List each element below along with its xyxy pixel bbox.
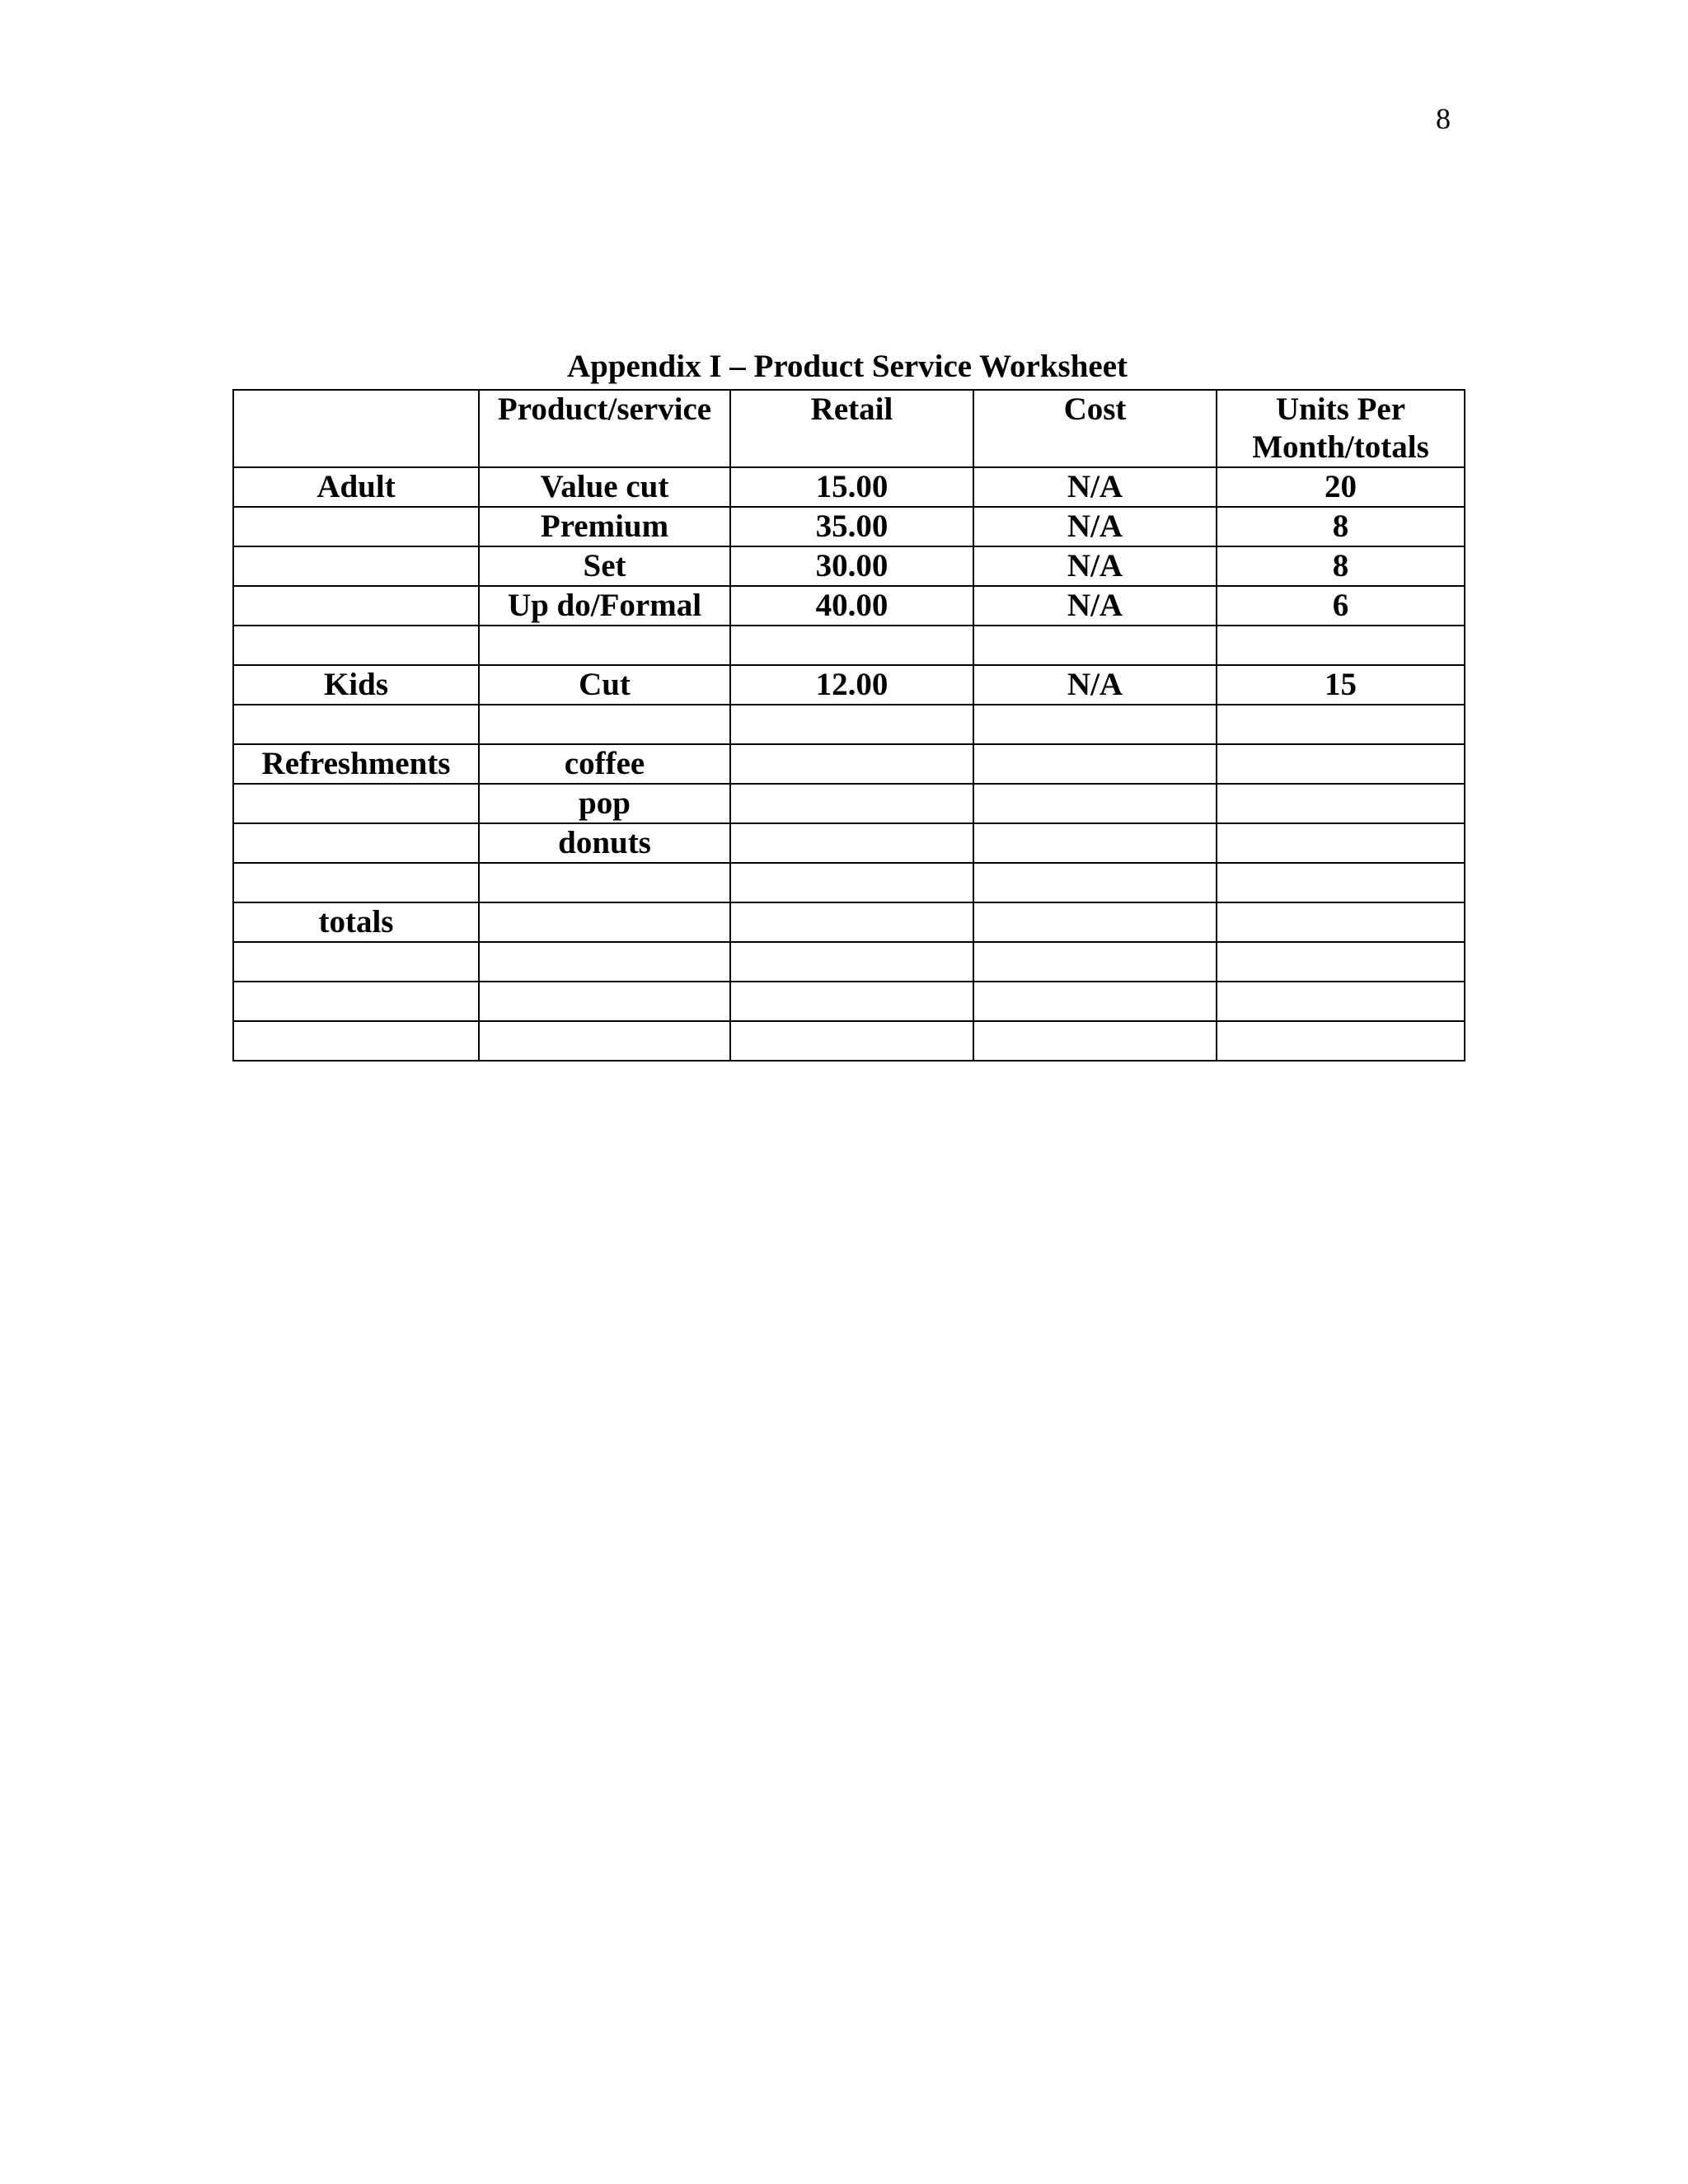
- cell-product-service: [479, 626, 730, 665]
- cell-retail: 15.00: [730, 467, 973, 507]
- cell-cost: [973, 784, 1217, 823]
- cell-cost: N/A: [973, 586, 1217, 626]
- cell-category: totals: [233, 902, 479, 942]
- cell-product-service: [479, 1021, 730, 1061]
- table-row: [233, 626, 1465, 665]
- cell-units: [1217, 1021, 1465, 1061]
- cell-retail: 40.00: [730, 586, 973, 626]
- cell-category: [233, 942, 479, 982]
- cell-category: [233, 705, 479, 744]
- cell-category: Refreshments: [233, 744, 479, 784]
- cell-retail: [730, 1021, 973, 1061]
- cell-category: Kids: [233, 665, 479, 705]
- cell-category: Adult: [233, 467, 479, 507]
- cell-product-service: [479, 863, 730, 902]
- cell-cost: N/A: [973, 467, 1217, 507]
- cell-cost: N/A: [973, 507, 1217, 546]
- header-units-per-month-label: Units Per Month/totals: [1252, 391, 1429, 465]
- cell-units: [1217, 784, 1465, 823]
- cell-category: [233, 784, 479, 823]
- cell-retail: [730, 982, 973, 1021]
- cell-cost: [973, 744, 1217, 784]
- cell-category: [233, 1021, 479, 1061]
- cell-cost: N/A: [973, 665, 1217, 705]
- worksheet-title: Appendix I – Product Service Worksheet: [567, 349, 1128, 384]
- cell-retail: 35.00: [730, 507, 973, 546]
- cell-retail: 12.00: [730, 665, 973, 705]
- cell-retail: [730, 626, 973, 665]
- table-row: [233, 784, 1465, 823]
- table-row: [233, 942, 1465, 982]
- cell-cost: [973, 863, 1217, 902]
- table-row: [233, 863, 1465, 902]
- cell-cost: [973, 982, 1217, 1021]
- table-row: [233, 665, 1465, 705]
- cell-units: 15: [1217, 665, 1465, 705]
- cell-retail: [730, 744, 973, 784]
- cell-category: [233, 507, 479, 546]
- cell-category: [233, 626, 479, 665]
- cell-units: [1217, 863, 1465, 902]
- cell-product-service: Cut: [479, 665, 730, 705]
- cell-retail: [730, 942, 973, 982]
- table-row: [233, 823, 1465, 863]
- table-row: [233, 586, 1465, 626]
- cell-product-service: Value cut: [479, 467, 730, 507]
- cell-cost: [973, 1021, 1217, 1061]
- cell-cost: [973, 823, 1217, 863]
- table-row: [233, 982, 1465, 1021]
- header-retail-label: Retail: [810, 391, 893, 427]
- cell-product-service: [479, 705, 730, 744]
- cell-cost: [973, 705, 1217, 744]
- table-row: [233, 507, 1465, 546]
- cell-units: 8: [1217, 546, 1465, 586]
- cell-units: 8: [1217, 507, 1465, 546]
- cell-category: [233, 586, 479, 626]
- table-row: [233, 467, 1465, 507]
- cell-retail: [730, 863, 973, 902]
- header-product-service-label: Product/service: [497, 391, 712, 427]
- header-category: [233, 390, 479, 467]
- cell-cost: [973, 626, 1217, 665]
- header-product-service: [479, 390, 730, 467]
- cell-units: [1217, 823, 1465, 863]
- cell-retail: 30.00: [730, 546, 973, 586]
- header-cost-label: Cost: [1063, 391, 1127, 427]
- cell-product-service: donuts: [479, 823, 730, 863]
- cell-units: [1217, 902, 1465, 942]
- table-row: [233, 744, 1465, 784]
- header-retail: [730, 390, 973, 467]
- cell-units: 20: [1217, 467, 1465, 507]
- cell-product-service: pop: [479, 784, 730, 823]
- cell-cost: [973, 942, 1217, 982]
- table-row: [233, 902, 1465, 942]
- cell-category: [233, 863, 479, 902]
- cell-product-service: [479, 902, 730, 942]
- header-units-per-month: [1217, 390, 1465, 467]
- cell-product-service: Premium: [479, 507, 730, 546]
- page-number: 8: [1436, 102, 1451, 135]
- cell-units: [1217, 942, 1465, 982]
- cell-retail: [730, 705, 973, 744]
- cell-units: [1217, 982, 1465, 1021]
- cell-product-service: coffee: [479, 744, 730, 784]
- cell-units: [1217, 626, 1465, 665]
- table-header-row: [233, 390, 1465, 467]
- cell-retail: [730, 784, 973, 823]
- cell-cost: [973, 902, 1217, 942]
- table-row: [233, 546, 1465, 586]
- table-row: [233, 705, 1465, 744]
- cell-product-service: Up do/Formal: [479, 586, 730, 626]
- cell-cost: N/A: [973, 546, 1217, 586]
- product-service-worksheet-table: [232, 389, 1465, 1062]
- cell-category: [233, 546, 479, 586]
- header-cost: [973, 390, 1217, 467]
- cell-product-service: [479, 942, 730, 982]
- cell-units: [1217, 705, 1465, 744]
- cell-retail: [730, 823, 973, 863]
- cell-category: [233, 823, 479, 863]
- cell-retail: [730, 902, 973, 942]
- cell-product-service: Set: [479, 546, 730, 586]
- cell-category: [233, 982, 479, 1021]
- cell-product-service: [479, 982, 730, 1021]
- cell-units: [1217, 744, 1465, 784]
- table-row: [233, 1021, 1465, 1061]
- cell-units: 6: [1217, 586, 1465, 626]
